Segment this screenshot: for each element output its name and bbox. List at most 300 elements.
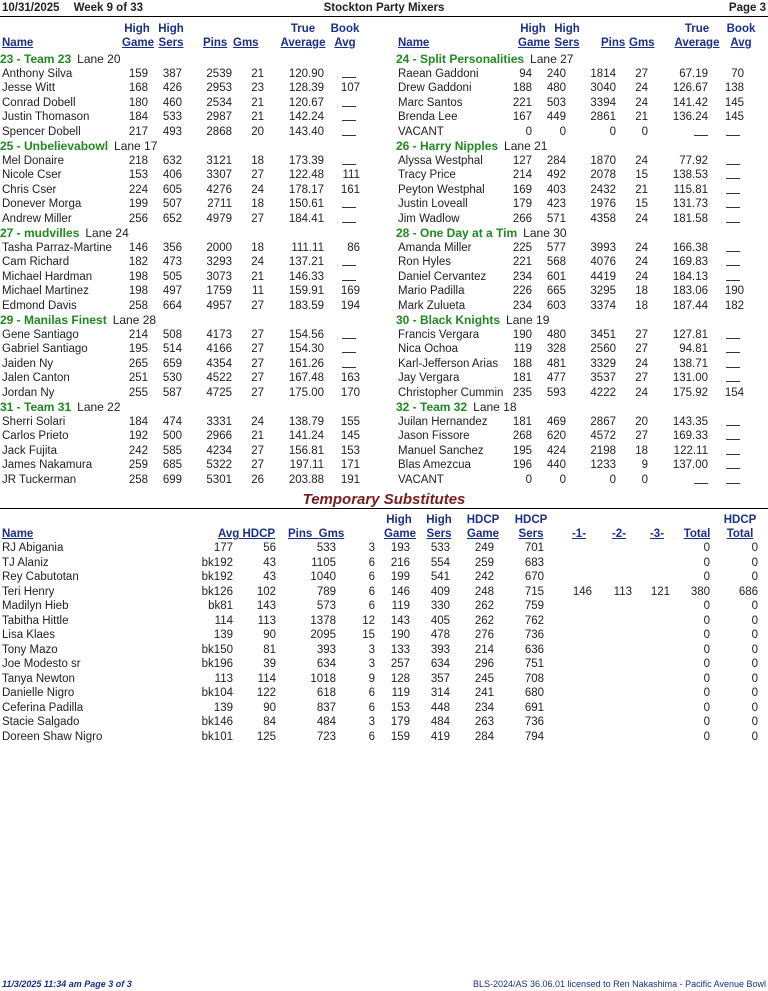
footer-printed: 11/3/2025 11:34 am Page 3 of 3 [2, 979, 132, 989]
sub-pins: 533 [316, 542, 336, 554]
sub-hdcp-total: 0 [751, 643, 758, 656]
true-average: 141.42 [672, 96, 708, 109]
bowler-row [0, 342, 384, 357]
high-series: 460 [162, 96, 182, 109]
sub-handicap: 43 [263, 571, 276, 583]
book-average-blank [334, 342, 356, 358]
right-column [396, 22, 768, 487]
sub-name: Tabitha Hittle [2, 614, 69, 627]
sub-hdcp-game: 296 [474, 658, 494, 670]
book-average-blank [718, 212, 740, 228]
sub-average: bk104 [201, 687, 233, 699]
sub-hdcp-game: 241 [474, 687, 494, 699]
high-series: 665 [546, 285, 566, 298]
sub-hdcp-series: 762 [524, 614, 544, 627]
true-average: 173.39 [288, 154, 324, 167]
book-average-blank [334, 125, 356, 141]
games: 24 [635, 256, 648, 269]
team-lane: Lane 30 [523, 226, 567, 241]
subs-col-high-sers: High Sers [426, 514, 452, 540]
true-average: 111.11 [291, 241, 324, 254]
sub-games: 3 [368, 658, 375, 670]
subs-col-high-game: High Game [384, 514, 416, 540]
book-average: 170 [340, 386, 360, 399]
high-game: 184 [128, 111, 148, 124]
pins: 3307 [206, 169, 232, 182]
sub-high-series: 634 [430, 658, 450, 670]
bowler-row [396, 458, 768, 473]
games: 9 [641, 459, 648, 472]
games: 18 [251, 154, 264, 167]
bowler-row [396, 255, 768, 270]
games: 27 [251, 299, 264, 312]
sub-high-game: 119 [391, 687, 410, 699]
games: 24 [635, 82, 648, 95]
bowler-row [0, 415, 384, 430]
sub-pins: 618 [316, 687, 336, 699]
sub-high-game: 179 [390, 716, 410, 728]
sub-hdcp-game: 234 [474, 701, 494, 714]
subs-col-hdcp-sers: HDCP Sers [514, 514, 548, 540]
high-series: 406 [162, 169, 182, 182]
games: 27 [251, 343, 264, 356]
sub-games: 3 [368, 542, 375, 554]
sub-pins: 573 [316, 600, 336, 612]
true-average: 138.71 [672, 357, 708, 370]
sub-pins: 789 [316, 585, 336, 598]
games: 24 [635, 386, 648, 399]
sub-average: bk150 [201, 643, 233, 656]
book-average: 171 [340, 459, 360, 472]
high-series: 240 [546, 67, 566, 80]
sub-hdcp-game: 262 [474, 600, 494, 612]
high-series: 699 [162, 473, 182, 486]
pins: 4979 [206, 212, 232, 225]
sub-high-series: 330 [430, 600, 450, 612]
high-game: 258 [128, 299, 148, 312]
sub-name: Rey Cabutotan [2, 571, 79, 583]
high-series: 659 [162, 357, 182, 370]
team-name: 27 - mudvilles [0, 226, 80, 241]
bowler-row [396, 270, 768, 285]
bowler-name: Blas Amezcua [398, 459, 471, 472]
high-series: 505 [162, 270, 182, 283]
pins: 1814 [590, 67, 616, 80]
sub-high-game: 153 [390, 701, 410, 714]
bowler-row [0, 255, 384, 270]
sub-high-series: 448 [430, 701, 450, 714]
high-game: 235 [512, 386, 532, 399]
left-teams [0, 52, 384, 487]
col-high-sers: High Sers [554, 23, 580, 49]
bowler-row [396, 241, 768, 256]
high-game: 199 [128, 198, 148, 211]
pins: 0 [609, 125, 616, 138]
bowler-row [0, 241, 384, 256]
games: 20 [635, 415, 648, 428]
sub-handicap: 122 [256, 687, 276, 699]
sub-row [0, 730, 768, 745]
col-name: Name [2, 37, 34, 49]
sub-hdcp-series: 736 [524, 629, 544, 641]
team-name: 25 - Unbelievabowl [0, 139, 109, 154]
bowler-row [396, 444, 768, 459]
bowler-row [396, 429, 768, 444]
sub-name: TJ Alaniz [2, 556, 49, 569]
book-average-blank [718, 168, 740, 184]
high-game: 127 [512, 154, 532, 167]
team-title [396, 400, 768, 415]
high-series: 423 [546, 198, 566, 211]
pins: 4222 [590, 386, 616, 399]
sub-hdcp-total: 0 [751, 716, 758, 728]
games: 18 [635, 299, 648, 312]
pins: 5322 [206, 459, 232, 472]
high-series: 500 [162, 430, 182, 443]
true-average: 154.30 [288, 343, 324, 356]
high-series: 587 [162, 386, 182, 399]
sub-average: bk126 [201, 585, 233, 598]
book-average: 163 [340, 372, 360, 385]
high-game: 234 [512, 299, 532, 312]
bowler-name: Brenda Lee [398, 111, 458, 124]
sub-games: 6 [368, 701, 375, 714]
sub-games: 9 [368, 672, 375, 685]
book-average: 182 [724, 299, 744, 312]
bowler-name: Justin Loveall [398, 198, 468, 211]
bowler-name: Karl-Jefferson Arias [398, 357, 499, 370]
pins: 3295 [590, 285, 616, 298]
book-average: 190 [724, 285, 744, 298]
high-game: 221 [512, 96, 532, 109]
sub-total: 0 [703, 571, 710, 583]
book-average-blank [718, 241, 740, 257]
true-average: 127.81 [672, 328, 708, 341]
high-game: 179 [512, 198, 532, 211]
sub-row [0, 599, 768, 614]
high-series: 449 [546, 111, 566, 124]
bowler-row [396, 154, 768, 169]
sub-row [0, 614, 768, 629]
bowler-name: Drew Gaddoni [398, 82, 472, 95]
sub-row [0, 570, 768, 585]
bowler-name: JR Tuckerman [2, 473, 77, 486]
sub-hdcp-series: 680 [524, 687, 544, 699]
bowler-row [0, 96, 384, 111]
high-game: 188 [512, 82, 532, 95]
high-game: 181 [512, 415, 532, 428]
bowler-row [396, 342, 768, 357]
book-average: 154 [724, 386, 744, 399]
sub-hdcp-game: 262 [474, 614, 494, 627]
sub-row [0, 556, 768, 571]
sub-row [0, 541, 768, 556]
bowler-name: Marc Santos [398, 96, 463, 109]
high-series: 426 [162, 82, 182, 95]
sub-games: 6 [368, 730, 375, 743]
sub-high-series: 405 [430, 614, 450, 627]
team-name: 32 - Team 32 [396, 400, 468, 415]
games: 24 [635, 96, 648, 109]
bowler-name: Christopher Cummin [398, 386, 504, 399]
team-lane: Lane 27 [530, 52, 574, 66]
subs-title: Temporary Substitutes [302, 491, 466, 508]
sub-row [0, 715, 768, 730]
games: 27 [635, 328, 648, 341]
sub-high-game: 119 [391, 600, 410, 612]
sub-high-game: 193 [390, 542, 410, 554]
bowler-name: VACANT [398, 125, 444, 138]
pins: 3040 [590, 82, 616, 95]
high-game: 167 [512, 111, 532, 124]
sub-high-series: 533 [430, 542, 450, 554]
bowler-row [396, 67, 768, 82]
pins: 2953 [206, 82, 232, 95]
book-average: 145 [724, 111, 744, 124]
book-average-blank [334, 154, 356, 170]
high-series: 601 [546, 270, 566, 283]
sub-row [0, 686, 768, 701]
high-series: 477 [546, 372, 566, 385]
true-average: 197.11 [289, 459, 324, 472]
book-average-blank [718, 270, 740, 286]
subs-col-pins-gms: Pins Gms [288, 528, 345, 540]
bowler-name: Mark Zulueta [398, 299, 466, 312]
pins: 3121 [206, 154, 232, 167]
bowler-row [0, 168, 384, 183]
true-average: 131.00 [672, 372, 708, 385]
true-average: 138.79 [288, 415, 324, 428]
sub-row [0, 701, 768, 716]
true-average: 184.13 [672, 270, 708, 283]
high-game: 146 [128, 241, 148, 254]
high-game: 242 [128, 444, 148, 457]
sub-high-series: 554 [430, 556, 450, 569]
games: 21 [251, 67, 264, 80]
high-series: 480 [546, 82, 566, 95]
games: 27 [251, 386, 264, 399]
high-series: 387 [162, 67, 182, 80]
bowler-name: Michael Martinez [2, 285, 89, 298]
high-series: 424 [546, 444, 566, 457]
sub-handicap: 56 [263, 542, 276, 554]
sub-hdcp-game: 263 [474, 716, 494, 728]
bowler-row [396, 473, 768, 488]
games: 27 [635, 343, 648, 356]
sub-average: 177 [213, 542, 233, 554]
sub-hdcp-total: 0 [751, 571, 758, 583]
book-average-blank [334, 197, 356, 213]
high-game: 255 [128, 386, 148, 399]
true-average: 167.48 [288, 372, 324, 385]
pins: 1870 [590, 154, 616, 167]
high-series: 605 [162, 183, 182, 196]
high-game: 182 [128, 256, 148, 269]
sub-high-series: 478 [430, 629, 450, 641]
team-title [396, 313, 768, 328]
true-average: 141.24 [288, 430, 324, 443]
col-gms: Gms [629, 37, 655, 49]
games: 18 [635, 444, 648, 457]
book-average-blank [718, 197, 740, 213]
games: 21 [251, 270, 264, 283]
book-average-blank [334, 96, 356, 112]
bowler-row [396, 371, 768, 386]
bowler-name: Andrew Miller [2, 212, 72, 225]
games: 24 [635, 154, 648, 167]
games: 27 [251, 212, 264, 225]
high-series: 481 [546, 357, 566, 370]
high-game: 180 [128, 96, 148, 109]
games: 27 [251, 459, 264, 472]
games: 24 [635, 212, 648, 225]
bowler-name: Jordan Ny [2, 386, 55, 399]
true-average: 159.91 [288, 285, 324, 298]
page-label: Page 3 [728, 2, 766, 14]
sub-handicap: 43 [263, 556, 276, 569]
bowler-name: Carlos Prieto [2, 430, 69, 443]
games: 24 [635, 270, 648, 283]
sub-game1: 146 [572, 585, 592, 598]
sub-high-game: 199 [390, 571, 410, 583]
bowler-name: Daniel Cervantez [398, 270, 487, 283]
team-name: 28 - One Day at a Tim [396, 226, 518, 241]
games: 21 [635, 111, 648, 124]
games: 26 [251, 473, 264, 486]
pins: 2198 [590, 444, 616, 457]
true-average: 169.33 [672, 430, 708, 443]
sub-average: 114 [214, 614, 233, 627]
games: 15 [635, 169, 648, 182]
pins: 4276 [206, 183, 232, 196]
high-game: 221 [512, 256, 532, 269]
sub-hdcp-total: 0 [751, 658, 758, 670]
subs-col-game2: -2- [611, 528, 627, 540]
book-average: 153 [340, 444, 360, 457]
pins: 2861 [590, 111, 616, 124]
games: 27 [251, 169, 264, 182]
true-average: 181.58 [672, 212, 708, 225]
true-average: 143.35 [672, 415, 708, 428]
team-lane: Lane 22 [77, 400, 121, 415]
bowler-name: Peyton Westphal [398, 183, 485, 196]
high-series: 474 [162, 415, 182, 428]
bowler-row [396, 125, 768, 140]
high-series: 577 [546, 241, 566, 254]
high-game: 214 [128, 328, 148, 341]
pins: 4358 [590, 212, 616, 225]
sub-hdcp-game: 242 [474, 571, 494, 583]
pins: 3394 [590, 96, 616, 109]
games: 21 [251, 111, 264, 124]
sub-games: 3 [368, 643, 375, 656]
high-game: 184 [128, 415, 148, 428]
sub-pins: 1105 [311, 556, 336, 569]
true-average: 122.11 [673, 444, 708, 457]
sub-hdcp-game: 245 [474, 672, 494, 685]
book-average-blank [718, 154, 740, 170]
team-title [0, 226, 384, 241]
sub-average: bk81 [208, 600, 233, 612]
games: 27 [251, 444, 264, 457]
high-game: 190 [512, 328, 532, 341]
high-series: 652 [162, 212, 182, 225]
sub-handicap: 39 [263, 658, 276, 670]
book-average: 86 [347, 241, 360, 254]
sub-total: 0 [703, 542, 710, 554]
games: 23 [251, 82, 264, 95]
sub-handicap: 114 [257, 672, 276, 685]
high-series: 493 [162, 125, 182, 138]
high-game: 265 [128, 357, 148, 370]
pins: 3331 [206, 415, 232, 428]
high-game: 119 [513, 343, 532, 356]
book-average-blank [334, 328, 356, 344]
true-average: 146.33 [288, 270, 324, 283]
sub-pins: 484 [316, 716, 336, 728]
true-average: 169.83 [672, 256, 708, 269]
bowler-row [0, 183, 384, 198]
bowler-name: Gene Santiago [2, 328, 79, 341]
bowler-row [0, 125, 384, 140]
games: 24 [635, 357, 648, 370]
bowler-row [0, 429, 384, 444]
bowler-name: Justin Thomason [2, 111, 90, 124]
high-series: 440 [546, 459, 566, 472]
pins: 3537 [590, 372, 616, 385]
high-game: 153 [128, 169, 148, 182]
sub-handicap: 102 [256, 585, 276, 598]
high-series: 571 [546, 212, 566, 225]
sub-handicap: 90 [263, 629, 276, 641]
subs-col-hdcp-game: HDCP Game [466, 514, 500, 540]
sub-pins: 1378 [310, 614, 336, 627]
high-game: 214 [512, 169, 532, 182]
bowler-row [0, 386, 384, 401]
high-game: 259 [128, 459, 148, 472]
sub-hdcp-series: 759 [524, 600, 544, 612]
bowler-name: Jalen Canton [2, 372, 70, 385]
games: 27 [635, 430, 648, 443]
high-game: 218 [128, 154, 148, 167]
bowler-row [396, 386, 768, 401]
high-series: 480 [546, 328, 566, 341]
sub-games: 3 [368, 716, 375, 728]
sub-hdcp-series: 701 [524, 542, 544, 554]
pins: 4957 [206, 299, 232, 312]
sub-name: Doreen Shaw Nigro [2, 730, 103, 743]
sub-average: 139 [213, 629, 233, 641]
bowler-name: Mel Donaire [2, 154, 64, 167]
team-lane: Lane 24 [85, 226, 129, 241]
high-game: 234 [512, 270, 532, 283]
team-lane: Lane 21 [504, 139, 548, 154]
sub-high-game: 143 [390, 614, 410, 627]
sub-hdcp-series: 794 [524, 730, 544, 743]
book-average: 161 [340, 183, 360, 196]
bowler-row [0, 444, 384, 459]
true-average: 178.17 [288, 183, 324, 196]
team-name: 30 - Black Knights [396, 313, 501, 328]
games: 18 [251, 241, 264, 254]
sub-pins: 723 [316, 730, 336, 743]
high-series: 469 [546, 415, 566, 428]
true-average: 175.00 [288, 386, 324, 399]
sub-average: bk192 [201, 571, 233, 583]
sub-high-series: 393 [430, 643, 450, 656]
league-name: Stockton Party Mixers [323, 2, 445, 14]
team-name: 29 - Manilas Finest [0, 313, 107, 328]
